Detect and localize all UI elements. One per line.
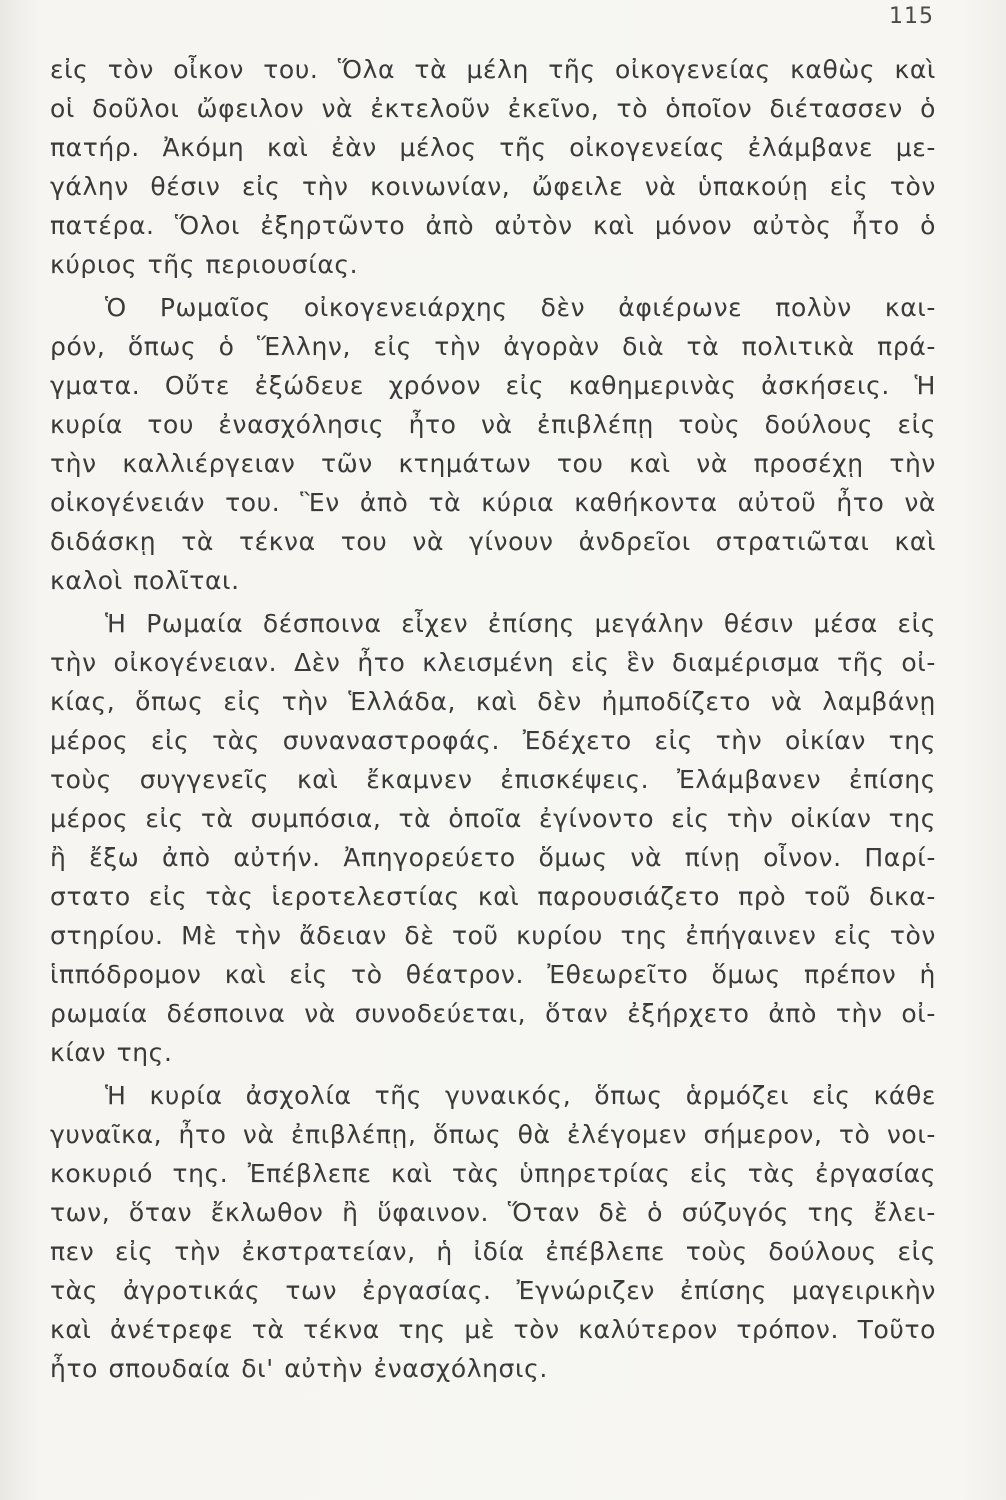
text-line: ἢ ἔξω ἀπὸ αὐτήν. Ἀπηγορεύετο ὅμως νὰ πίνῃ οἶνον. Παρί- [50,843,936,872]
text-line: πατήρ. Ἀκόμη καὶ ἐὰν μέλος τῆς οἰκογενείας ἐλάμβανε με- [50,133,936,162]
page-number: 115 [889,4,934,29]
text-line: Ἡ κυρία ἀσχολία τῆς γυναικός, ὅπως ἁρμόζει εἰς κάθε [105,1081,936,1110]
text-line: πεν εἰς τὴν ἐκστρατείαν, ἡ ἰδία ἐπέβλεπε τοὺς δούλους εἰς [50,1237,936,1266]
text-line: κοκυριό της. Ἐπέβλεπε καὶ τὰς ὑπηρετρίας εἰς τὰς ἐργασίας [50,1159,936,1188]
text-line: κύριος τῆς περιουσίας. [50,250,359,279]
text-line: τὴν οἰκογένειαν. Δὲν ἦτο κλεισμένη εἰς ἓν διαμέρισμα τῆς οἰ- [50,648,936,677]
text-line: εἰς τὸν οἶκον του. Ὅλα τὰ μέλη τῆς οἰκογενείας καθὼς καὶ [50,55,936,84]
paragraph [50,50,936,284]
text-line: οἱ δοῦλοι ὤφειλον νὰ ἐκτελοῦν ἐκεῖνο, τὸ ὁποῖον διέτασσεν ὁ [50,94,936,123]
text-line: Ἡ Ρωμαία δέσποινα εἶχεν ἐπίσης μεγάλην θέσιν μέσα εἰς [105,609,936,638]
paragraph [50,1076,936,1388]
text-line: ρόν, ὅπως ὁ Ἕλλην, εἰς τὴν ἀγορὰν διὰ τὰ πολιτικὰ πρά- [50,332,936,361]
text-line: κίαν της. [50,1038,173,1067]
text-line: γάλην θέσιν εἰς τὴν κοινωνίαν, ὤφειλε νὰ ὑπακούῃ εἰς τὸν [50,172,936,201]
paragraph [50,604,936,1072]
body-text [50,50,936,1388]
text-line: καλοὶ πολῖται. [50,566,240,595]
text-line: γυναῖκα, ἦτο νὰ ἐπιβλέπῃ, ὅπως θὰ ἐλέγομεν σήμερον, τὸ νοι- [50,1120,936,1149]
text-line: διδάσκῃ τὰ τέκνα του νὰ γίνουν ἀνδρεῖοι στρατιῶται καὶ [50,527,936,556]
text-line: καὶ ἀνέτρεφε τὰ τέκνα της μὲ τὸν καλύτερον τρόπον. Τοῦτο [50,1315,936,1344]
text-line: τοὺς συγγενεῖς καὶ ἔκαμνεν ἐπισκέψεις. Ἐλάμβανεν ἐπίσης [50,765,936,794]
text-line: μέρος εἰς τὰς συναναστροφάς. Ἐδέχετο εἰς τὴν οἰκίαν της [50,726,936,755]
text-line: μέρος εἰς τὰ συμπόσια, τὰ ὁποῖα ἐγίνοντο εἰς τὴν οἰκίαν της [50,804,936,833]
text-line: ἦτο σπουδαία δι' αὐτὴν ἐνασχόλησις. [50,1354,548,1383]
text-line: τὴν καλλιέργειαν τῶν κτημάτων του καὶ νὰ προσέχῃ τὴν [50,449,936,478]
text-line: των, ὅταν ἔκλωθον ἢ ὕφαινον. Ὅταν δὲ ὁ σύζυγός της ἔλει- [50,1198,936,1227]
text-line: στατο εἰς τὰς ἱεροτελεστίας καὶ παρουσιάζετο πρὸ τοῦ δικα- [50,882,936,911]
text-line: γματα. Οὔτε ἐξώδευε χρόνον εἰς καθημερινὰς ἀσκήσεις. Ἡ [50,371,936,400]
text-line: κίας, ὅπως εἰς τὴν Ἑλλάδα, καὶ δὲν ἠμποδίζετο νὰ λαμβάνῃ [50,687,936,716]
text-line: ρωμαία δέσποινα νὰ συνοδεύεται, ὅταν ἐξήρχετο ἀπὸ τὴν οἰ- [50,999,936,1028]
text-line: στηρίου. Μὲ τὴν ἄδειαν δὲ τοῦ κυρίου της ἐπήγαινεν εἰς τὸν [50,921,936,950]
text-line: Ὁ Ρωμαῖος οἰκογενειάρχης δὲν ἀφιέρωνε πολὺν και- [105,293,936,322]
text-line: οἰκογένειάν του. Ἓν ἀπὸ τὰ κύρια καθήκοντα αὐτοῦ ἦτο νὰ [50,488,936,517]
text-line: κυρία του ἐνασχόλησις ἦτο νὰ ἐπιβλέπῃ τοὺς δούλους εἰς [50,410,936,439]
paragraph [50,288,936,600]
text-line: πατέρα. Ὅλοι ἐξηρτῶντο ἀπὸ αὐτὸν καὶ μόνον αὐτὸς ἦτο ὁ [50,211,936,240]
text-line: ἱππόδρομον καὶ εἰς τὸ θέατρον. Ἐθεωρεῖτο ὅμως πρέπον ἡ [50,960,936,989]
text-line: τὰς ἀγροτικάς των ἐργασίας. Ἐγνώριζεν ἐπίσης μαγειρικὴν [50,1276,936,1305]
